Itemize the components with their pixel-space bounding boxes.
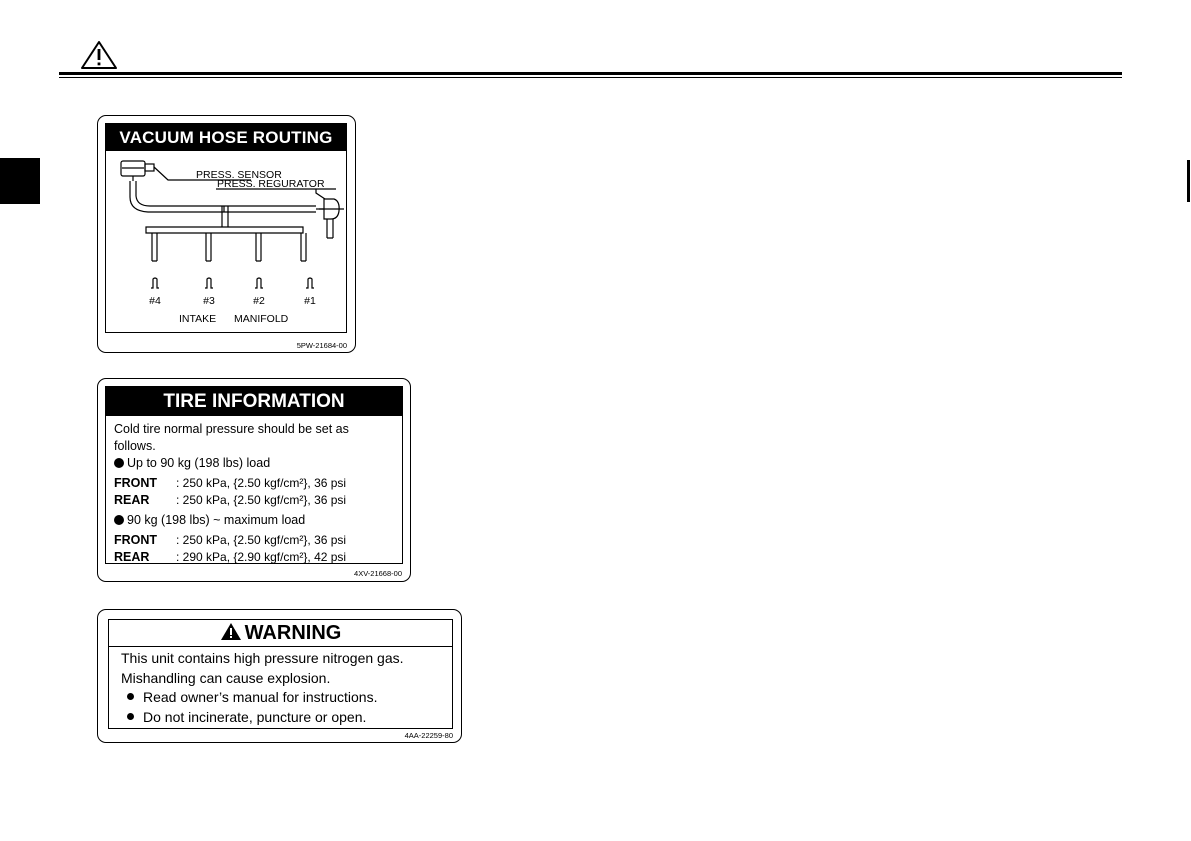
load-group-1-text: Up to 90 kg (198 lbs) load xyxy=(127,456,271,470)
load-group-2-text: 90 kg (198 lbs) ~ maximum load xyxy=(127,513,306,527)
cylinder-4-label: #4 xyxy=(149,295,161,307)
manifold-label: MANIFOLD xyxy=(234,313,289,325)
load-group-1-heading xyxy=(114,455,394,472)
warning-title-text: WARNING xyxy=(244,622,342,644)
rear-label: REAR xyxy=(114,493,150,507)
front-pressure: : 250 kPa, {2.50 kgf/cm²}, 36 psi xyxy=(176,476,347,490)
cylinder-2-label: #2 xyxy=(253,295,265,307)
vacuum-hose-routing-label xyxy=(97,115,356,353)
warning-label-title xyxy=(109,620,452,647)
tire-intro-line1: Cold tire normal pressure should be set as xyxy=(114,422,349,436)
vacuum-label-part-number: 5PW-21684-00 xyxy=(296,341,347,350)
group1-rear-row xyxy=(114,492,394,509)
group1-front-row xyxy=(114,475,394,492)
warning-item xyxy=(121,688,452,708)
cylinder-3-label: #3 xyxy=(203,295,215,307)
warning-label-frame xyxy=(108,619,453,729)
group2-front-row xyxy=(114,532,394,549)
tire-label-title: TIRE INFORMATION xyxy=(106,387,402,416)
warning-item-text: Read owner’s manual for instructions. xyxy=(143,689,378,705)
group2-rear-row xyxy=(114,549,394,566)
tire-label-body xyxy=(106,416,402,566)
warning-label-body xyxy=(109,647,452,727)
cylinder-1-label: #1 xyxy=(304,295,316,307)
press-sensor-label: PRESS. SENSOR xyxy=(196,169,282,181)
warning-triangle-icon xyxy=(80,40,118,70)
warning-line1: This unit contains high pressure nitrogen gas. xyxy=(121,650,404,666)
bullet-icon xyxy=(127,713,134,720)
rear-label: REAR xyxy=(114,550,150,564)
load-group-2-heading xyxy=(114,512,394,529)
vacuum-label-frame xyxy=(105,123,347,333)
section-tab xyxy=(0,158,40,204)
bullet-icon xyxy=(114,458,124,468)
tire-label-frame xyxy=(105,386,403,564)
tire-intro-line2: follows. xyxy=(114,439,156,453)
header-rule-thin xyxy=(59,77,1122,78)
intake-label: INTAKE xyxy=(179,313,217,325)
warning-label-part-number: 4AA-22259-80 xyxy=(404,731,453,740)
front-label: FRONT xyxy=(114,533,158,547)
vacuum-label-title: VACUUM HOSE ROUTING xyxy=(106,124,346,151)
front-pressure: : 250 kPa, {2.50 kgf/cm²}, 36 psi xyxy=(176,533,347,547)
press-regulator-label: PRESS. REGURATOR xyxy=(217,178,325,190)
warning-triangle-icon xyxy=(220,622,242,641)
warning-item xyxy=(121,708,452,728)
warning-item-text: Do not incinerate, puncture or open. xyxy=(143,708,367,725)
bullet-icon xyxy=(127,693,134,700)
rear-pressure: : 290 kPa, {2.90 kgf/cm²}, 42 psi xyxy=(176,550,347,564)
vacuum-hose-diagram xyxy=(106,151,348,334)
warning-line2: Mishandling can cause explosion. xyxy=(121,669,331,686)
bullet-icon xyxy=(114,515,124,525)
tire-label-part-number: 4XV-21668-00 xyxy=(354,569,402,578)
rear-pressure: : 250 kPa, {2.50 kgf/cm²}, 36 psi xyxy=(176,493,347,507)
front-label: FRONT xyxy=(114,476,158,490)
tire-information-label xyxy=(97,378,411,582)
header-rule xyxy=(59,72,1122,75)
edge-mark xyxy=(1187,160,1190,202)
nitrogen-warning-label xyxy=(97,609,462,743)
